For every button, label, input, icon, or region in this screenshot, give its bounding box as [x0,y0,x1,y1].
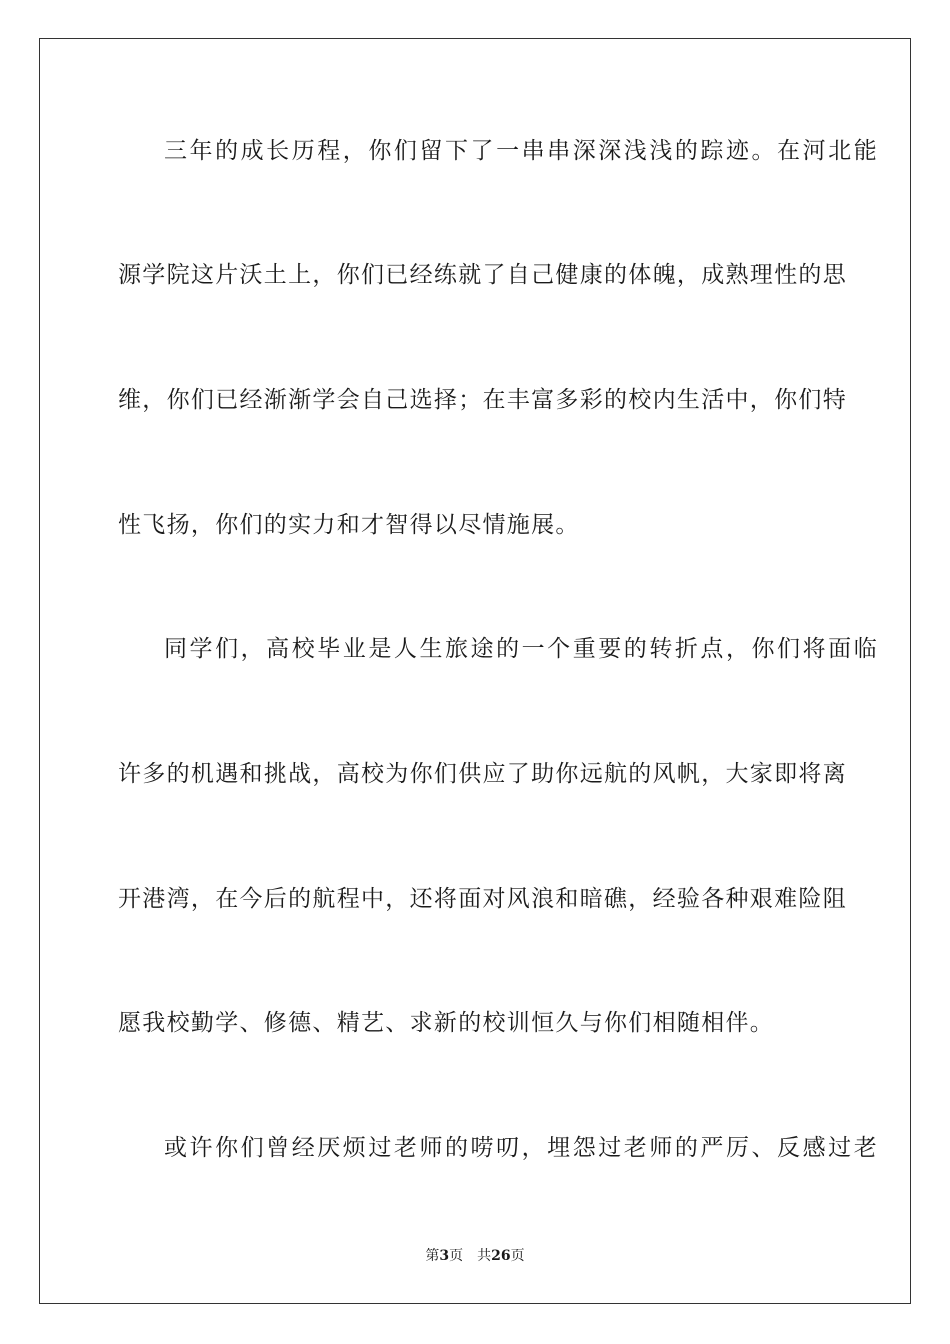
paragraph-3-line-1: 或许你们曾经厌烦过老师的唠叨，埋怨过老师的严厉、反感过老 [164,1135,878,1161]
paragraph-2-line-1: 同学们，高校毕业是人生旅途的一个重要的转折点，你们将面临 [164,636,878,662]
paragraph-2-line-3: 开港湾，在今后的航程中，还将面对风浪和暗礁，经验各种艰难险阻 [118,886,847,912]
paragraph-2-line-2: 许多的机遇和挑战，高校为你们供应了助你远航的风帆，大家即将离 [118,761,847,787]
page-footer [0,1246,950,1266]
total-pages: 26 [491,1248,511,1264]
paragraph-1-line-3: 维，你们已经渐渐学会自己选择；在丰富多彩的校内生活中，你们特 [118,387,847,413]
page-number: 3 [439,1248,450,1264]
page-prefix: 第 [425,1248,440,1264]
paragraph-2-line-4: 愿我校勤学、修德、精艺、求新的校训恒久与你们相随相伴。 [118,1010,775,1036]
paragraph-1-line-1: 三年的成长历程，你们留下了一串串深深浅浅的踪迹。在河北能 [164,138,878,164]
page-suffix: 页 [449,1248,464,1264]
total-suffix: 页 [510,1248,525,1264]
paragraph-1-line-2: 源学院这片沃土上，你们已经练就了自己健康的体魄，成熟理性的思 [118,262,847,288]
total-prefix: 共 [477,1248,492,1264]
page-border [39,38,911,1304]
paragraph-1-line-4: 性飞扬，你们的实力和才智得以尽情施展。 [118,512,580,538]
